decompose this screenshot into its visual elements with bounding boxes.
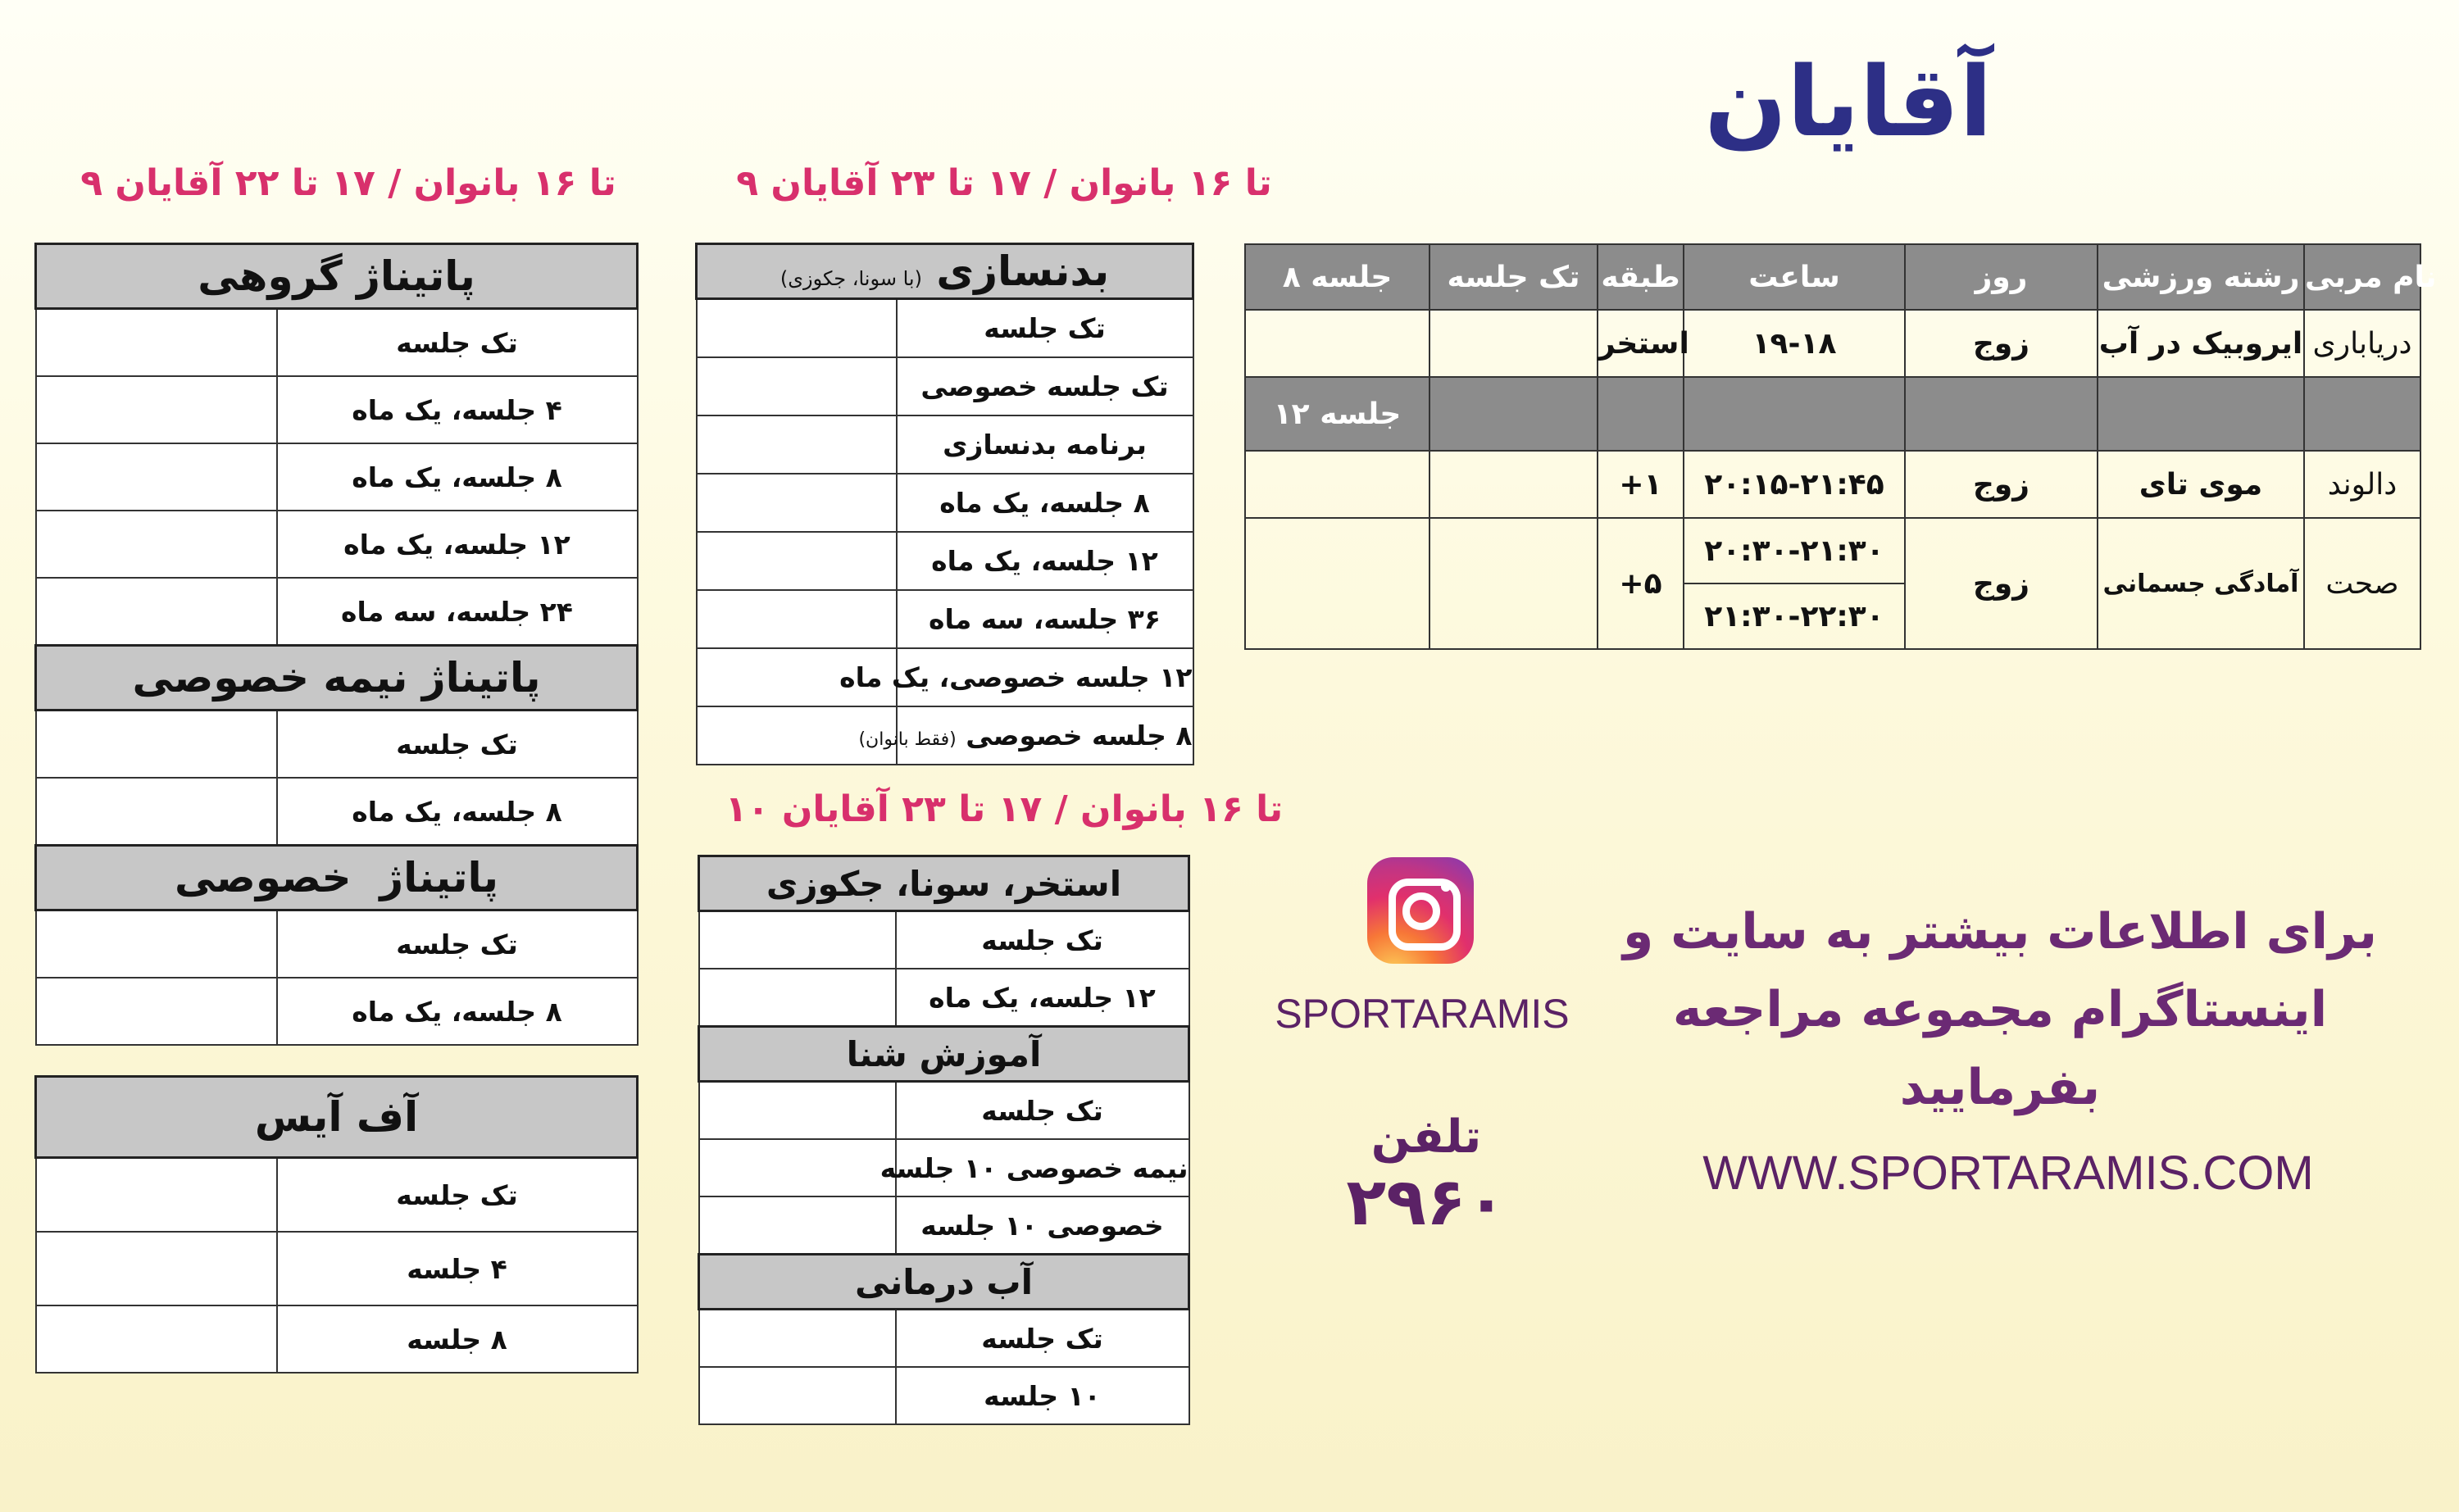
price-cell bbox=[697, 415, 897, 474]
price-cell bbox=[36, 778, 277, 846]
list-item: ۱۰ جلسه bbox=[896, 1367, 1189, 1424]
list-item: ۱۲ جلسه خصوصی، یک ماه bbox=[897, 648, 1193, 706]
price-cell bbox=[36, 910, 277, 978]
price-cell bbox=[36, 1232, 277, 1305]
section-title: پاتیناژ نیمه خصوصی bbox=[36, 646, 638, 711]
header-single-session: تک جلسه bbox=[1429, 244, 1598, 310]
price-cell bbox=[36, 511, 277, 578]
list-item: ۲۴ جلسه، سه ماه bbox=[277, 578, 638, 646]
list-item: ۱۲ جلسه، یک ماه bbox=[896, 969, 1189, 1027]
phone-number[interactable]: ۲۹۶۰ bbox=[1346, 1164, 1507, 1240]
table-row bbox=[1245, 310, 2420, 377]
list-item: تک جلسه bbox=[277, 1158, 638, 1233]
day-cell: زوج bbox=[1905, 518, 2098, 649]
price-cell bbox=[699, 1082, 896, 1140]
list-item: ۱۲ جلسه، یک ماه bbox=[277, 511, 638, 578]
bodybuilding-caption: ۹ تا ۱۶ بانوان / ۱۷ تا ۲۳ آقایان bbox=[736, 162, 1272, 204]
price-cell bbox=[36, 376, 277, 443]
list-item: ۴ جلسه bbox=[277, 1232, 638, 1305]
instagram-icon[interactable] bbox=[1367, 857, 1474, 964]
list-item: ۸ جلسه، یک ماه bbox=[897, 474, 1193, 532]
price-cell bbox=[697, 590, 897, 648]
header-coach: نام مربی bbox=[2304, 244, 2420, 310]
day-cell: زوج bbox=[1905, 310, 2098, 377]
price-cell bbox=[697, 474, 897, 532]
list-item: برنامه بدنسازی bbox=[897, 415, 1193, 474]
phone-label: تلفن bbox=[1370, 1110, 1482, 1164]
section-title bbox=[697, 244, 1193, 299]
price-cell bbox=[1429, 451, 1598, 518]
list-item: تک جلسه bbox=[277, 711, 638, 779]
header-time: ساعت bbox=[1684, 244, 1905, 310]
list-item: ۳۶ جلسه، سه ماه bbox=[897, 590, 1193, 648]
list-item: ۸ جلسه، یک ماه bbox=[277, 978, 638, 1045]
list-item: تک جلسه bbox=[896, 911, 1189, 969]
price-cell bbox=[36, 443, 277, 511]
list-item: ۸ جلسه، یک ماه bbox=[277, 778, 638, 846]
list-item: تک جلسه bbox=[897, 299, 1193, 358]
coach-cell: دالوند bbox=[2304, 451, 2420, 518]
time-cell: ۲۰:۱۵-۲۱:۴۵ bbox=[1684, 451, 1905, 518]
list-item: ۴ جلسه، یک ماه bbox=[277, 376, 638, 443]
price-cell bbox=[36, 1158, 277, 1233]
list-item: تک جلسه خصوصی bbox=[897, 357, 1193, 415]
pool-price-table bbox=[698, 855, 1190, 1425]
time-cell: ۱۹-۱۸ bbox=[1684, 310, 1905, 377]
floor-cell: +۱ bbox=[1598, 451, 1684, 518]
info-line-2: اینستاگرام مجموعه مراجعه بفرمایید bbox=[1672, 981, 2328, 1116]
instagram-handle[interactable]: SPORTARAMIS bbox=[1275, 991, 1570, 1037]
info-line-1: برای اطلاعات بیشتر به سایت و bbox=[1623, 903, 2377, 960]
price-cell bbox=[36, 309, 277, 377]
list-item: نیمه خصوصی ۱۰ جلسه bbox=[896, 1139, 1189, 1196]
list-item: ۱۲ جلسه، یک ماه bbox=[897, 532, 1193, 590]
page-title: آقایان bbox=[1704, 45, 1993, 158]
header-day: روز bbox=[1905, 244, 2098, 310]
header-sport: رشته ورزشی bbox=[2098, 244, 2304, 310]
price-cell bbox=[697, 299, 897, 358]
price-cell bbox=[1245, 518, 1429, 649]
section-title: آموزش شنا bbox=[699, 1027, 1189, 1082]
section-title: استخر، سونا، جکوزی bbox=[699, 856, 1189, 911]
pilates-caption: ۹ تا ۱۶ بانوان / ۱۷ تا ۲۲ آقایان bbox=[80, 162, 616, 204]
pool-caption: ۱۰ تا ۱۶ بانوان / ۱۷ تا ۲۳ آقایان bbox=[725, 788, 1284, 830]
list-item: تک جلسه bbox=[277, 309, 638, 377]
section-title: پاتیناژ گروهی bbox=[36, 244, 638, 309]
list-item: ۸ جلسه bbox=[277, 1305, 638, 1373]
list-item: ۸ جلسه، یک ماه bbox=[277, 443, 638, 511]
floor-cell: +۵ bbox=[1598, 518, 1684, 649]
list-item bbox=[858, 706, 1193, 765]
price-cell bbox=[1429, 518, 1598, 649]
section-title-text: بدنسازی bbox=[936, 247, 1110, 295]
price-cell bbox=[1245, 310, 1429, 377]
time-cell: ۲۰:۳۰-۲۱:۳۰ bbox=[1684, 518, 1905, 583]
section-title-note: (با سونا، جکوزی) bbox=[780, 267, 922, 290]
list-item: تک جلسه bbox=[896, 1310, 1189, 1368]
website-link[interactable]: WWW.SPORTARAMIS.COM bbox=[1702, 1146, 2314, 1200]
info-message bbox=[1607, 893, 2393, 1127]
price-cell bbox=[36, 1305, 277, 1373]
price-cell bbox=[697, 357, 897, 415]
price-cell bbox=[699, 1139, 896, 1196]
coach-cell: دریاباری bbox=[2304, 310, 2420, 377]
group-label-12-sessions: ۱۲ جلسه bbox=[1245, 377, 1429, 451]
price-cell bbox=[36, 711, 277, 779]
floor-cell: استخر bbox=[1598, 310, 1684, 377]
price-cell bbox=[699, 1310, 896, 1368]
day-cell: زوج bbox=[1905, 451, 2098, 518]
list-item-note: (فقط بانوان) bbox=[858, 729, 957, 750]
bodybuilding-price-table bbox=[695, 243, 1194, 765]
sport-cell: آمادگی جسمانی bbox=[2098, 518, 2304, 649]
section-title: آف آیس bbox=[36, 1077, 638, 1158]
pilates-price-table bbox=[34, 243, 639, 1374]
table-header-row bbox=[1245, 244, 2420, 310]
header-floor: طبقه bbox=[1598, 244, 1684, 310]
price-cell bbox=[36, 978, 277, 1045]
price-cell bbox=[697, 532, 897, 590]
price-cell bbox=[699, 969, 896, 1027]
time-cell: ۲۱:۳۰-۲۲:۳۰ bbox=[1684, 583, 1905, 649]
list-item-text: ۸ جلسه خصوصی bbox=[966, 720, 1193, 751]
price-cell bbox=[1429, 310, 1598, 377]
table-group-row bbox=[1245, 377, 2420, 451]
price-cell bbox=[1245, 451, 1429, 518]
price-cell bbox=[699, 1367, 896, 1424]
sport-cell: موی تای bbox=[2098, 451, 2304, 518]
list-item: تک جلسه bbox=[896, 1082, 1189, 1140]
list-item: تک جلسه bbox=[277, 910, 638, 978]
sport-cell: ایروبیک در آب bbox=[2098, 310, 2304, 377]
coach-cell: صحت bbox=[2304, 518, 2420, 649]
class-schedule-table bbox=[1244, 243, 2437, 650]
list-item: خصوصی ۱۰ جلسه bbox=[896, 1196, 1189, 1255]
table-row bbox=[1245, 518, 2420, 583]
price-cell bbox=[36, 578, 277, 646]
header-8-sessions: ۸ جلسه bbox=[1245, 244, 1429, 310]
section-title: آب درمانی bbox=[699, 1255, 1189, 1310]
table-row bbox=[1245, 451, 2420, 518]
price-cell bbox=[699, 1196, 896, 1255]
price-cell bbox=[699, 911, 896, 969]
section-title: پاتیناژ خصوصی bbox=[36, 846, 638, 910]
